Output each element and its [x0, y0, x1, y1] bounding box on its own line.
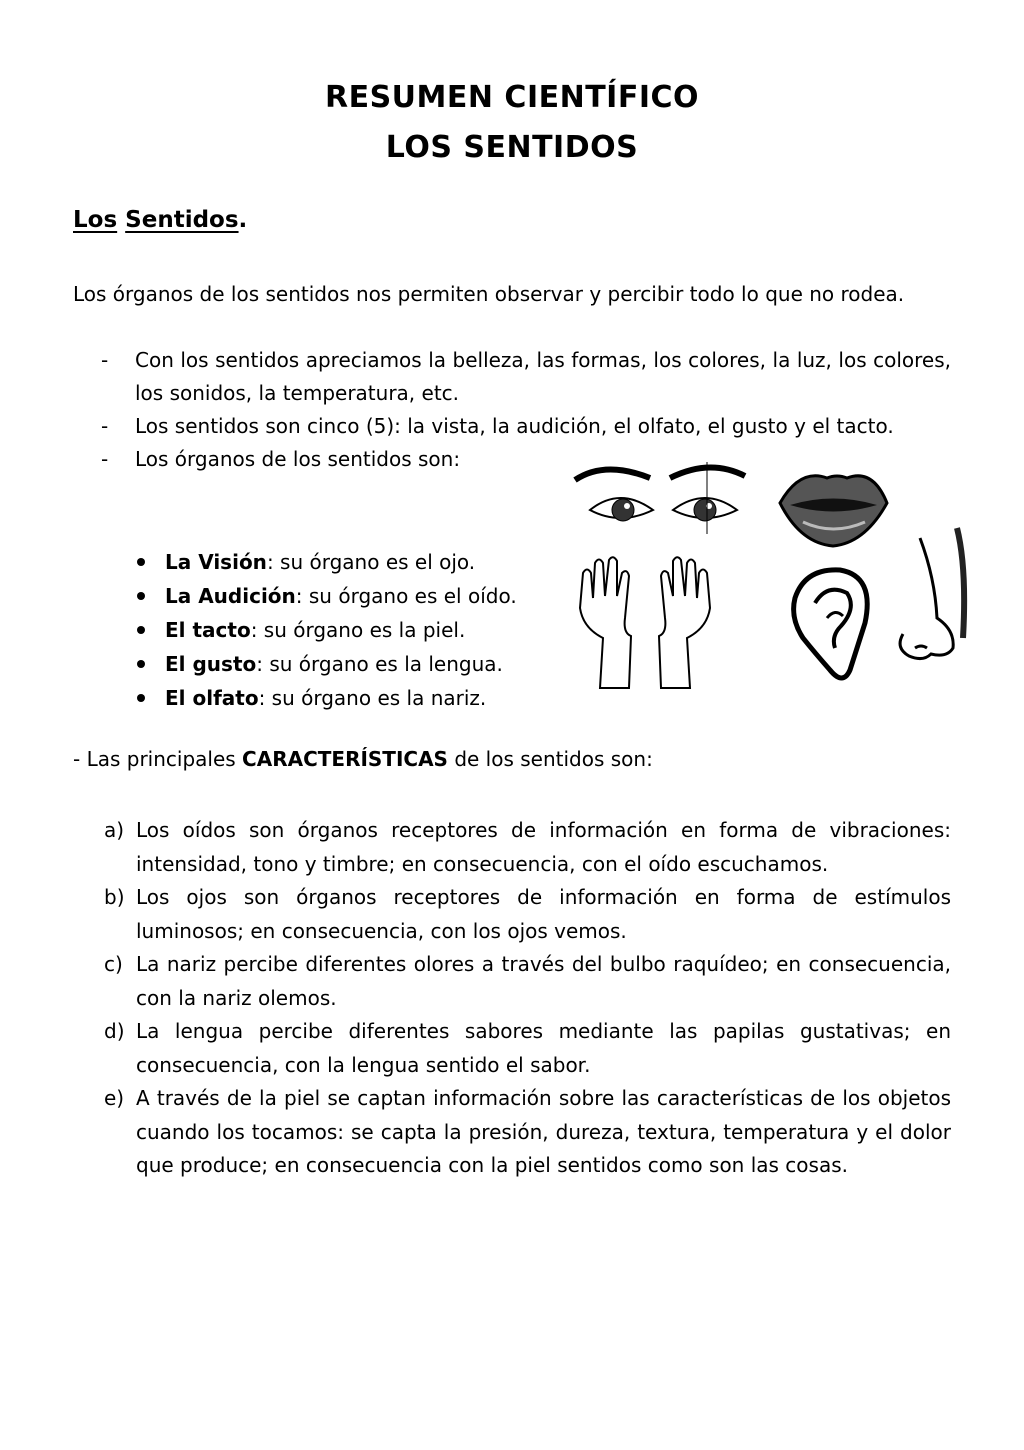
characteristics-suffix: de los sentidos son: [447, 747, 653, 771]
hands-icon [580, 557, 710, 688]
bullet-dot-icon [137, 558, 145, 566]
organ-item-vision [135, 545, 517, 579]
item-letter: b) [104, 885, 125, 909]
item-letter: d) [104, 1019, 125, 1043]
senses-illustration [565, 448, 975, 698]
nose-icon [900, 528, 964, 659]
organ-item-gusto [135, 647, 517, 681]
organ-text: : su órgano es el ojo. [266, 550, 476, 574]
bullet-dot-icon [137, 626, 145, 634]
organ-item-tacto [135, 613, 517, 647]
organ-text: : su órgano es la piel. [250, 618, 466, 642]
dash-item-text: Los órganos de los sentidos son: [135, 447, 461, 471]
dash-marker: - [101, 414, 109, 438]
characteristics-lead [73, 747, 653, 771]
item-letter: e) [104, 1086, 125, 1110]
organ-item-olfato [135, 681, 517, 715]
organ-name: El tacto [165, 618, 251, 642]
organ-name: El gusto [165, 652, 257, 676]
item-text: Los oídos son órganos receptores de información en forma de vibraciones: intensidad, tono y timbre; en consecuencia, con el oído escuchamos. [136, 818, 951, 876]
dash-item [73, 443, 555, 476]
dash-marker: - [101, 447, 109, 471]
organ-text: : su órgano es la lengua. [256, 652, 503, 676]
bullet-dot-icon [137, 694, 145, 702]
organ-name: El olfato [165, 686, 259, 710]
dash-item [73, 410, 951, 443]
item-text: La lengua percibe diferentes sabores mediante las papilas gustativas; en consecuencia, con la lengua sentido el sabor. [136, 1019, 951, 1077]
item-letter: c) [104, 952, 123, 976]
item-letter: a) [104, 818, 125, 842]
organ-item-audicion [135, 579, 517, 613]
eyes-icon [575, 462, 745, 534]
dash-item-text: Con los sentidos apreciamos la belleza, las formas, los colores, la luz, los colores, los sonidos, la temperatura, etc. [135, 348, 951, 405]
characteristic-item [100, 881, 951, 948]
intro-paragraph: Los órganos de los sentidos nos permiten observar y percibir todo lo que no rodea. [73, 282, 905, 306]
dash-marker: - [101, 348, 109, 372]
organ-name: La Audición [165, 584, 296, 608]
characteristics-prefix: - Las principales [73, 747, 243, 771]
organ-text: : su órgano es el oído. [295, 584, 517, 608]
characteristics-list [100, 814, 951, 1183]
heading-word-2: Sentidos [125, 207, 239, 233]
characteristic-item [100, 1015, 951, 1082]
item-text: Los ojos son órganos receptores de información en forma de estímulos luminosos; en consecuencia, con los ojos vemos. [136, 885, 951, 943]
heading-word-1: Los [73, 207, 118, 233]
characteristic-item [100, 814, 951, 881]
dash-item-text: Los sentidos son cinco (5): la vista, la audición, el olfato, el gusto y el tacto. [135, 414, 894, 438]
organ-name: La Visión [165, 550, 267, 574]
heading-period: . [238, 207, 248, 233]
document-title-line1: RESUMEN CIENTÍFICO [324, 80, 700, 115]
bullet-dot-icon [137, 660, 145, 668]
characteristics-bold: CARACTERÍSTICAS [242, 747, 448, 771]
item-text: La nariz percibe diferentes olores a través del bulbo raquídeo; en consecuencia, con la nariz olemos. [136, 952, 951, 1010]
lips-icon [780, 476, 887, 546]
organ-text: : su órgano es la nariz. [258, 686, 487, 710]
dash-item [73, 344, 951, 410]
item-text: A través de la piel se captan información sobre las características de los objetos cuando los tocamos: se capta la presión, dureza, textura, temperatura y el dolor que produce; en consecuencia con la piel sentidos como son las cosas. [136, 1086, 951, 1177]
ear-icon [794, 570, 868, 678]
characteristic-item [100, 1082, 951, 1183]
characteristic-item [100, 948, 951, 1015]
bullet-dot-icon [137, 592, 145, 600]
document-title-line2: LOS SENTIDOS [385, 130, 639, 165]
section-heading [73, 207, 247, 233]
organs-bullet-list [135, 545, 517, 715]
